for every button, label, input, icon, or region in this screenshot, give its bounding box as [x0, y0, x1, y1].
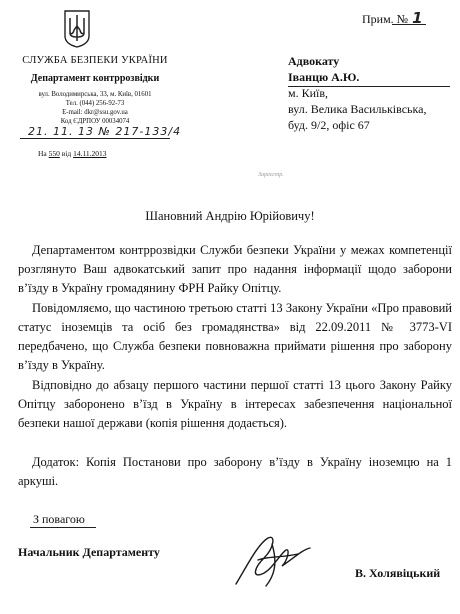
- recipient-building: буд. 9/2, офіс 67: [288, 118, 370, 132]
- body-paragraph: Відповідно до абзацу першого частини першої статті 13 цього Закону Райку Опітцу заборонено в’їзд в Україну в інтересах забезпечення національної безпеки нашої держави (копія рішення додається).: [18, 378, 452, 430]
- recipient-name: Іванцю А.Ю.: [288, 70, 360, 84]
- greeting: Шановний Андрію Юрійовичу!: [145, 209, 315, 223]
- recipient-block: [288, 53, 427, 133]
- attachment-paragraph: Додаток: Копія Постанови про заборону в’їзду в Україну іноземцю на 1 аркуші.: [18, 455, 452, 488]
- trident-emblem-icon: [62, 8, 92, 48]
- faint-stamp: Зареєстр.: [258, 172, 284, 178]
- signatory-title: Начальник Департаменту: [18, 545, 160, 559]
- recipient-street: вул. Велика Васильківська,: [288, 102, 427, 116]
- handwritten-signature: [228, 524, 318, 592]
- closing-text: З повагою: [33, 512, 85, 526]
- ref-from: від: [61, 149, 72, 158]
- recipient-underline: [288, 86, 450, 87]
- closing-underline: [30, 527, 96, 528]
- handwritten-registration: 21. 11. 13 № 217-133/4: [28, 125, 182, 138]
- sender-phone: Тел. (044) 256-92-73: [65, 100, 125, 107]
- annex-number: 1: [412, 9, 423, 27]
- sender-email: E-mail: dkr@ssu.gov.ua: [62, 109, 128, 116]
- sender-department: Департамент контррозвідки: [30, 73, 160, 84]
- body-paragraph: Повідомляємо, що частиною третьою статті 13 Закону України «Про правовий статус іноземців та осіб без громадянства» від 22.09.2011 № 3773-VI передбачено, що Служба безпеки повноважна приймати рішення про заборону в’їзду в Україну.: [18, 301, 452, 372]
- ref-date: 14.11.2013: [73, 149, 107, 158]
- sender-code: Код ЄДРПОУ 00034074: [60, 118, 130, 125]
- reference-line: [38, 149, 107, 158]
- sender-organization: СЛУЖБА БЕЗПЕКИ УКРАЇНИ: [22, 55, 168, 66]
- sender-address-line: вул. Володимирська, 33, м. Київ, 01601: [38, 91, 152, 98]
- recipient-title: Адвокату: [288, 54, 340, 68]
- registration-underline: [20, 138, 170, 139]
- annex-label-text: Прим. №: [362, 12, 409, 26]
- recipient-city: м. Київ,: [288, 86, 329, 100]
- ref-prefix: На: [38, 149, 47, 158]
- body-paragraph: Департаментом контррозвідки Служби безпеки України у межах компетенції розглянуто Ваш адвокатський запит про надання інформації щодо заборони в’їзду в Україну громадянину ФРН Райку Опітцу.: [18, 243, 452, 295]
- annex-underline: [392, 24, 426, 25]
- signatory-name: В. Холявіцький: [355, 566, 441, 580]
- ref-number: 550: [48, 149, 60, 158]
